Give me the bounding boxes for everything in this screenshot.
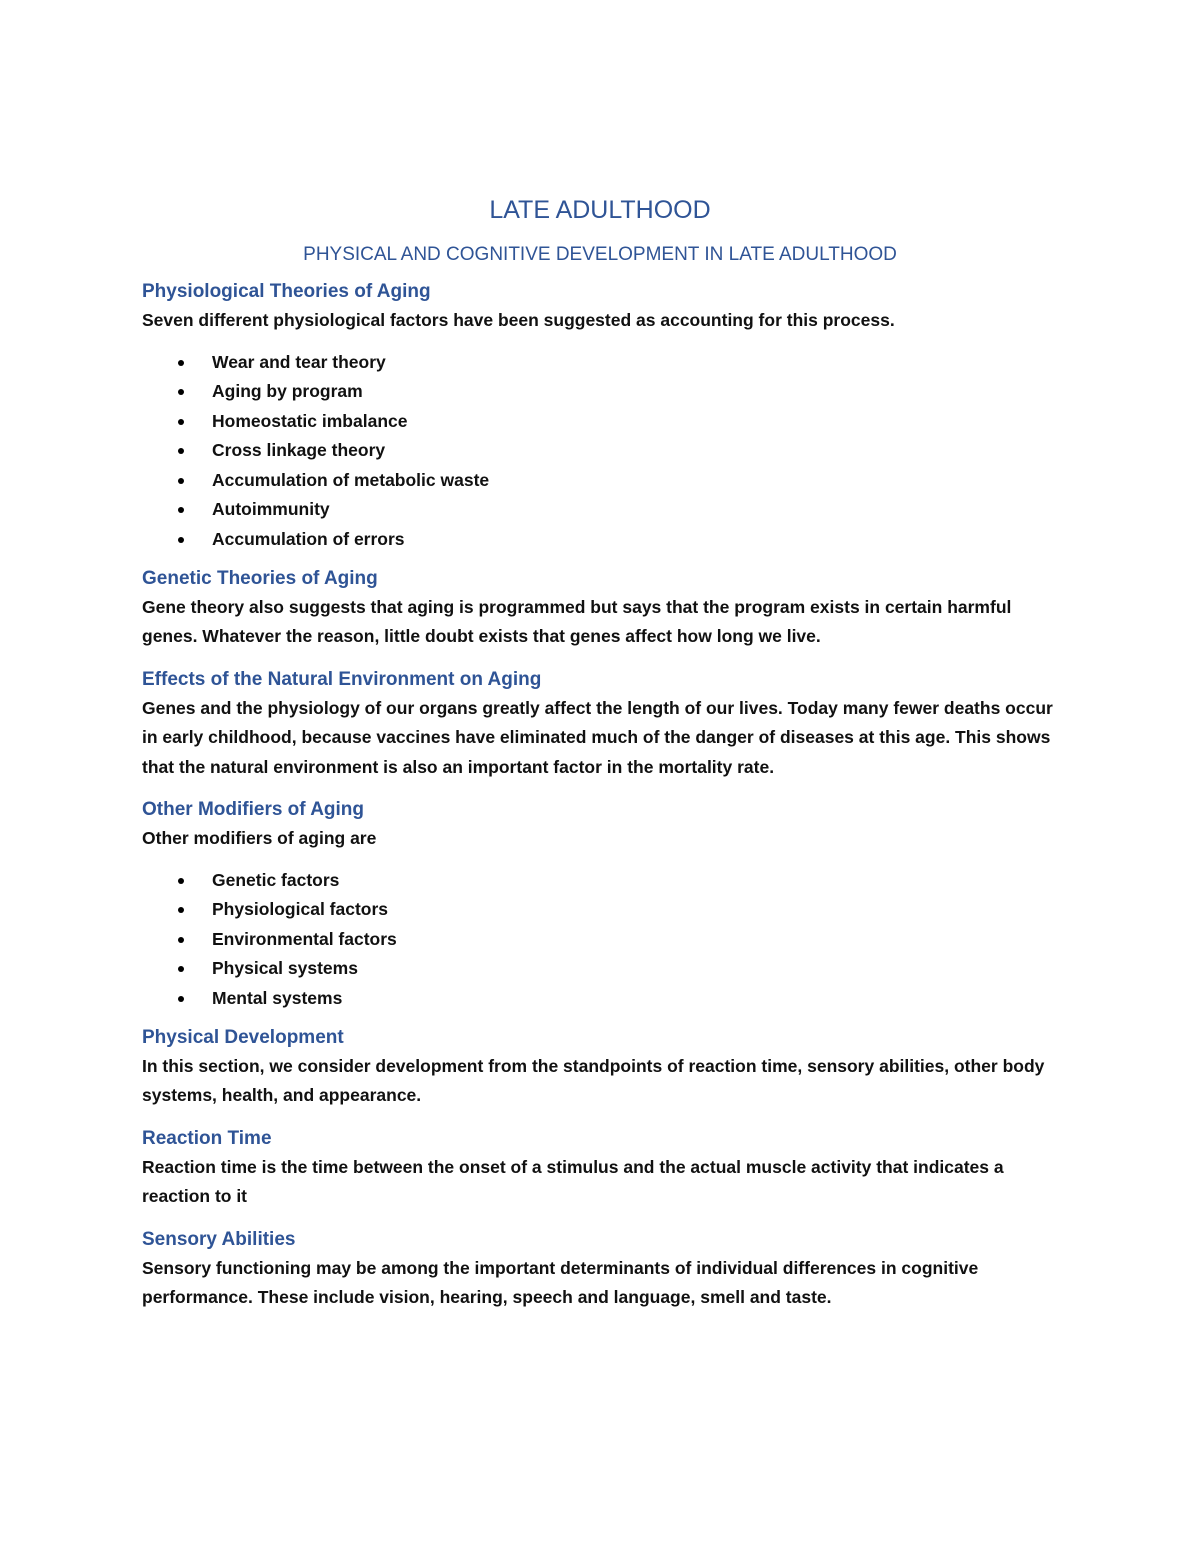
section-body: Gene theory also suggests that aging is programmed but says that the program exists in certain harmful genes. Whatever the reason, little doubt exists that genes affect how long we live. <box>142 596 1012 647</box>
section-sensory-abilities <box>142 1226 1062 1313</box>
bullet-icon <box>178 478 184 484</box>
list-item <box>142 525 1062 555</box>
bullet-icon <box>178 907 184 913</box>
list-item-label: Mental systems <box>212 988 343 1009</box>
list-item-label: Accumulation of metabolic waste <box>212 469 490 490</box>
section-heading: Physiological Theories of Aging <box>142 281 431 302</box>
bullet-icon <box>178 419 184 425</box>
list-item-label: Environmental factors <box>212 928 397 949</box>
bullet-icon <box>178 878 184 884</box>
list-item-label: Cross linkage theory <box>212 440 386 461</box>
list-item <box>142 895 1062 925</box>
bullet-icon <box>178 966 184 972</box>
section-heading: Effects of the Natural Environment on Aging <box>142 668 542 690</box>
list-item <box>142 407 1062 437</box>
list-item-label: Genetic factors <box>212 869 340 890</box>
bullet-icon <box>178 996 184 1002</box>
document-content <box>142 278 1062 1313</box>
list-item-label: Physiological factors <box>212 899 389 920</box>
section-body: Genes and the physiology of our organs greatly affect the length of our lives. Today many fewer deaths occur in early childhood, because vaccines have eliminated much of the danger of diseases at this age. This shows that the natural environment is also an important factor in the mortality rate. <box>142 697 1053 777</box>
section-other-modifiers <box>142 796 1062 1013</box>
list-item <box>142 954 1062 984</box>
document-title: LATE ADULTHOOD <box>489 196 711 224</box>
list-item-label: Accumulation of errors <box>212 529 405 550</box>
list-item-label: Physical systems <box>212 958 358 979</box>
bullet-list <box>142 348 1062 555</box>
section-heading: Sensory Abilities <box>142 1228 296 1250</box>
list-item <box>142 495 1062 525</box>
section-reaction-time <box>142 1125 1062 1212</box>
bullet-icon <box>178 360 184 366</box>
section-body: Other modifiers of aging are <box>142 828 377 849</box>
list-item <box>142 866 1062 896</box>
section-genetic-theories <box>142 565 1062 652</box>
bullet-icon <box>178 389 184 395</box>
section-natural-environment <box>142 666 1062 783</box>
section-body: Reaction time is the time between the onset of a stimulus and the actual muscle activity that indicates a reaction to it <box>142 1156 1004 1207</box>
list-item <box>142 925 1062 955</box>
list-item-label: Homeostatic imbalance <box>212 410 408 431</box>
list-item <box>142 348 1062 378</box>
list-item-label: Aging by program <box>212 381 363 402</box>
section-body: Seven different physiological factors have been suggested as accounting for this process. <box>142 310 895 330</box>
bullet-icon <box>178 937 184 943</box>
section-physical-development <box>142 1024 1062 1111</box>
section-heading: Genetic Theories of Aging <box>142 567 378 589</box>
section-heading: Physical Development <box>142 1026 344 1048</box>
list-item <box>142 466 1062 496</box>
list-item <box>142 377 1062 407</box>
list-item-label: Wear and tear theory <box>212 351 386 372</box>
section-heading: Reaction Time <box>142 1127 272 1149</box>
bullet-icon <box>178 507 184 513</box>
section-heading: Other Modifiers of Aging <box>142 799 365 821</box>
bullet-list <box>142 866 1062 1014</box>
bullet-icon <box>178 448 184 454</box>
bullet-icon <box>178 537 184 543</box>
list-item <box>142 984 1062 1014</box>
document-subtitle: PHYSICAL AND COGNITIVE DEVELOPMENT IN LATE ADULTHOOD <box>303 244 897 265</box>
list-item <box>142 436 1062 466</box>
section-body: In this section, we consider development from the standpoints of reaction time, sensory abilities, other body systems, health, and appearance. <box>142 1055 1045 1106</box>
list-item-label: Autoimmunity <box>212 499 330 520</box>
section-physiological-theories <box>142 278 1062 555</box>
section-body: Sensory functioning may be among the important determinants of individual differences in cognitive performance. These include vision, hearing, speech and language, smell and taste. <box>142 1257 979 1308</box>
